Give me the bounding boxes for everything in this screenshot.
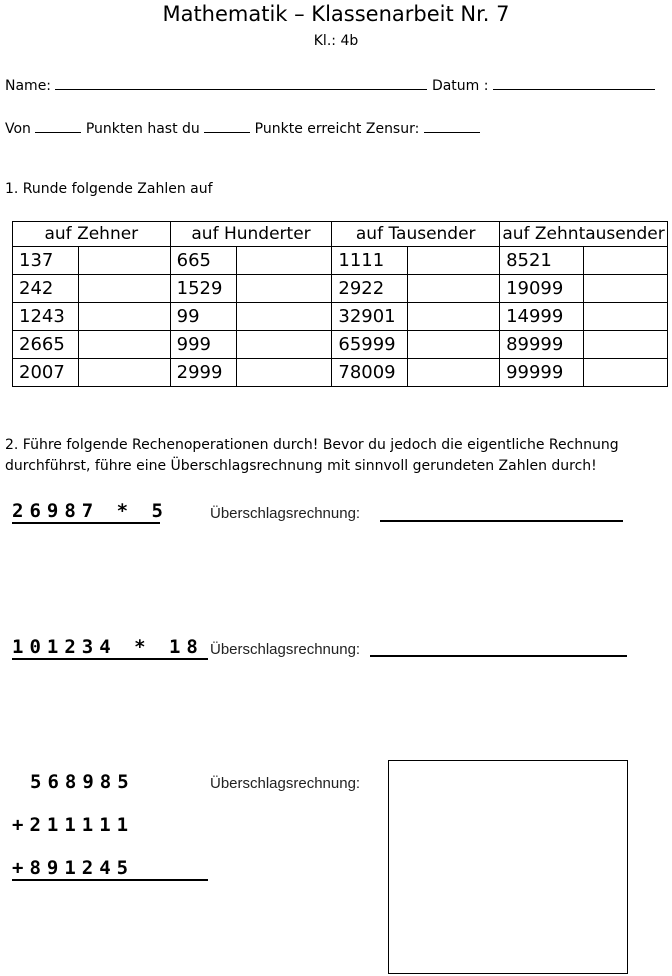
- answer-cell[interactable]: [78, 275, 170, 303]
- number-cell: 1111: [332, 247, 408, 275]
- task1-heading: 1. Runde folgende Zahlen auf: [5, 181, 213, 197]
- problem-1: 26987 * 5: [12, 500, 169, 522]
- answer-cell[interactable]: [78, 303, 170, 331]
- number-cell: 137: [13, 247, 79, 275]
- page-title: Mathematik – Klassenarbeit Nr. 7: [162, 2, 510, 26]
- answer-cell[interactable]: [584, 275, 668, 303]
- estimate-box-3[interactable]: [388, 760, 628, 974]
- estimate-field-1[interactable]: [380, 520, 623, 522]
- task2-line-2: durchführst, führe eine Überschlagsrechnung mit sinnvoll gerundeten Zahlen durch!: [5, 458, 597, 474]
- answer-cell[interactable]: [408, 275, 500, 303]
- number-cell: 99999: [500, 359, 584, 387]
- addend-3: +891245: [12, 857, 208, 881]
- total-points-field[interactable]: [35, 118, 81, 133]
- name-label: Name:: [5, 78, 52, 94]
- number-cell: 99: [170, 303, 236, 331]
- answer-cell[interactable]: [236, 331, 332, 359]
- number-cell: 2665: [13, 331, 79, 359]
- number-cell: 89999: [500, 331, 584, 359]
- table-row: [13, 275, 668, 303]
- table-row: [13, 331, 668, 359]
- table-row: [13, 359, 668, 387]
- answer-cell[interactable]: [78, 359, 170, 387]
- rounding-table: [12, 221, 668, 387]
- answer-cell[interactable]: [584, 359, 668, 387]
- task2-instructions: [5, 435, 619, 477]
- date-field[interactable]: [493, 75, 655, 90]
- problem-2: 101234 * 18: [12, 636, 208, 660]
- estimate-label-1: Überschlagsrechnung:: [210, 505, 361, 522]
- column-header: auf Zehner: [13, 222, 171, 247]
- addend-2: +211111: [12, 814, 135, 836]
- answer-cell[interactable]: [584, 331, 668, 359]
- number-cell: 2007: [13, 359, 79, 387]
- number-cell: 19099: [500, 275, 584, 303]
- estimate-label-2: Überschlagsrechnung:: [210, 641, 361, 658]
- table-row: [13, 247, 668, 275]
- number-cell: 78009: [332, 359, 408, 387]
- answer-cell[interactable]: [236, 247, 332, 275]
- score-von-label: Von: [5, 121, 31, 137]
- answer-cell[interactable]: [584, 247, 668, 275]
- answer-cell[interactable]: [236, 359, 332, 387]
- estimate-field-2[interactable]: [370, 655, 627, 657]
- number-cell: 1243: [13, 303, 79, 331]
- number-cell: 242: [13, 275, 79, 303]
- answer-cell[interactable]: [408, 247, 500, 275]
- answer-cell[interactable]: [236, 303, 332, 331]
- score-end-label: Punkte erreicht Zensur:: [254, 121, 420, 137]
- answer-cell[interactable]: [78, 331, 170, 359]
- number-cell: 2922: [332, 275, 408, 303]
- number-cell: 65999: [332, 331, 408, 359]
- score-mid-label: Punkten hast du: [85, 121, 200, 137]
- task2-line-1: 2. Führe folgende Rechenoperationen durch! Bevor du jedoch die eigentliche Rechnung: [5, 437, 619, 453]
- number-cell: 999: [170, 331, 236, 359]
- number-cell: 665: [170, 247, 236, 275]
- number-cell: 2999: [170, 359, 236, 387]
- estimate-label-3: Überschlagsrechnung:: [210, 775, 361, 792]
- name-field[interactable]: [55, 75, 427, 90]
- date-label: Datum :: [431, 78, 489, 94]
- number-cell: 14999: [500, 303, 584, 331]
- number-cell: 32901: [332, 303, 408, 331]
- score-row: [5, 118, 480, 137]
- name-row: [5, 75, 655, 94]
- number-cell: 8521: [500, 247, 584, 275]
- column-header: auf Hunderter: [170, 222, 332, 247]
- achieved-points-field[interactable]: [204, 118, 250, 133]
- addend-1: 568985: [30, 771, 135, 793]
- answer-cell[interactable]: [78, 247, 170, 275]
- column-header: auf Zehntausender: [500, 222, 668, 247]
- answer-cell[interactable]: [408, 359, 500, 387]
- table-row: [13, 303, 668, 331]
- answer-cell[interactable]: [236, 275, 332, 303]
- column-header: auf Tausender: [332, 222, 500, 247]
- table-header-row: [13, 222, 668, 247]
- answer-cell[interactable]: [408, 331, 500, 359]
- grade-field[interactable]: [424, 118, 480, 133]
- answer-cell[interactable]: [408, 303, 500, 331]
- number-cell: 1529: [170, 275, 236, 303]
- class-label: Kl.: 4b: [313, 33, 359, 49]
- answer-cell[interactable]: [584, 303, 668, 331]
